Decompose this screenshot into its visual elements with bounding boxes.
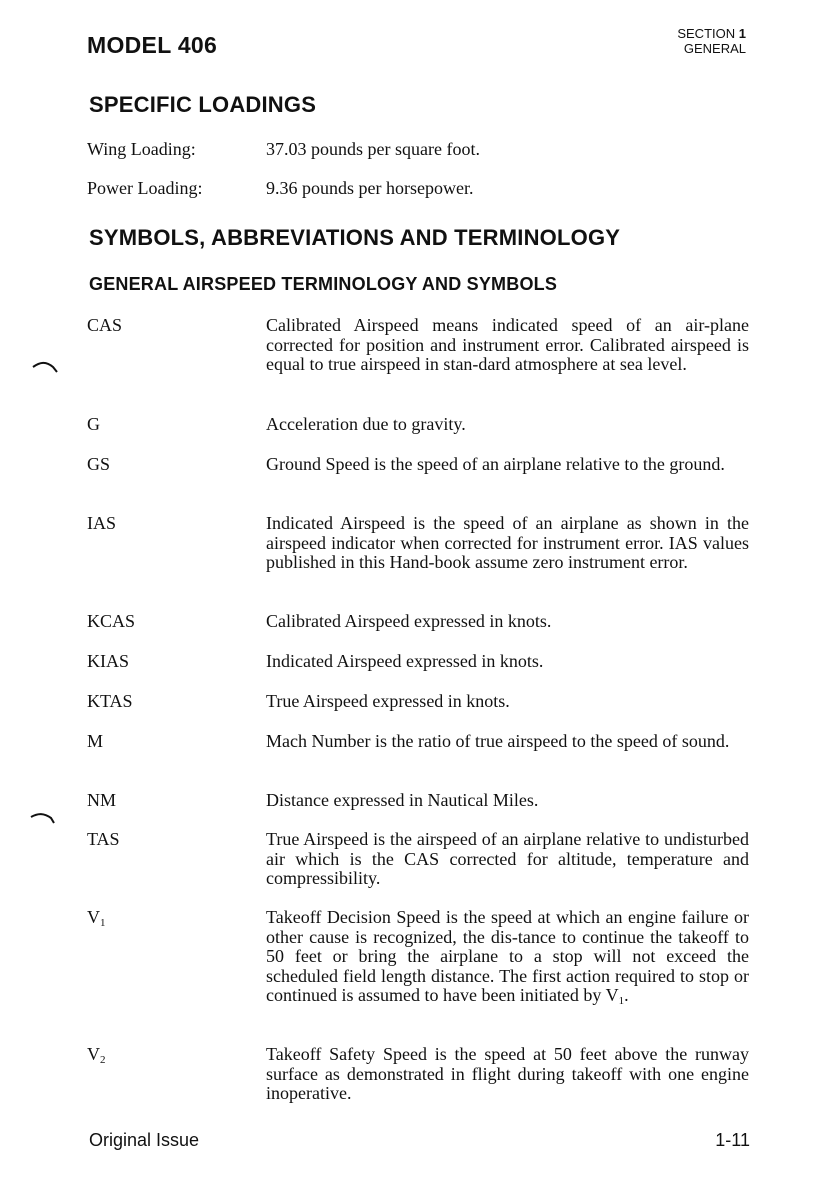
power-loading-value: 9.36 pounds per horsepower. [266, 178, 474, 198]
term-abbr: KTAS [87, 691, 133, 711]
specific-loadings-heading: SPECIFIC LOADINGS [89, 92, 317, 117]
term-definition: True Airspeed is the airspeed of an airplane relative to undisturbed air which is the CAS corrected for altitude, temperature and compressibility. [266, 829, 749, 889]
change-bar-mark [30, 358, 62, 380]
term-abbr: M [87, 731, 104, 751]
change-bar-mark [28, 808, 60, 830]
term-definition [266, 908, 749, 1012]
term-definition-tail: V [605, 985, 619, 1006]
term-abbr: KIAS [87, 651, 130, 671]
term-definition: Distance expressed in Nautical Miles. [266, 790, 539, 810]
wing-loading-row [87, 139, 480, 160]
term-definition: Mach Number is the ratio of true airspeed to the speed of sound. [266, 731, 730, 751]
term-definition: Takeoff Safety Speed is the speed at 50 feet above the runway surface as demonstrated in flight during takeoff with one engine inoperative. [266, 1044, 749, 1104]
term-abbr: IAS [87, 513, 117, 533]
term-definition: Ground Speed is the speed of an airplane relative to the ground. [266, 454, 725, 474]
page-number: 1-11 [715, 1130, 750, 1150]
term-abbr: TAS [87, 829, 120, 849]
wing-loading-label: Wing Loading: [87, 139, 196, 159]
footer-issue: Original Issue [89, 1130, 200, 1150]
power-loading-row [87, 178, 473, 199]
airspeed-heading: GENERAL AIRSPEED TERMINOLOGY AND SYMBOLS [89, 274, 558, 294]
term-definition: Indicated Airspeed expressed in knots. [266, 651, 544, 671]
term-definition: Indicated Airspeed is the speed of an airplane as shown in the airspeed indicator when corrected for instrument error. IAS values published in this Hand-book assume zero instrument error. [266, 513, 749, 573]
section-block [677, 26, 746, 56]
term-definition-tail-subscript: 1 [618, 995, 625, 1008]
term-abbr: GS [87, 454, 111, 474]
section-label: SECTION [677, 26, 736, 41]
symbols-heading: SYMBOLS, ABBREVIATIONS AND TERMINOLOGY [89, 225, 621, 250]
term-definition-text: Takeoff Decision Speed is the speed at which an engine failure or other cause is recognized, the dis-tance to continue the takeoff to 50 feet or bring the airplane to a stop will not exceed the scheduled field length distance. The first action required to stop or continued is assumed to have been initiated by [266, 907, 749, 1006]
wing-loading-value: 37.03 pounds per square foot. [266, 139, 480, 159]
term-abbr: KCAS [87, 611, 136, 631]
term-definition: True Airspeed expressed in knots. [266, 691, 510, 711]
term-abbr-subscript: 2 [100, 1054, 106, 1066]
term-abbr [87, 1045, 106, 1071]
term-abbr-base: V [87, 1044, 100, 1064]
term-abbr: NM [87, 790, 117, 810]
term-abbr-base: V [87, 907, 100, 927]
section-number: 1 [738, 26, 746, 41]
section-number-line [677, 26, 746, 41]
section-name: GENERAL [683, 41, 746, 56]
term-abbr [87, 908, 106, 934]
term-definition: Calibrated Airspeed expressed in knots. [266, 611, 552, 631]
power-loading-label: Power Loading: [87, 178, 203, 198]
term-abbr-subscript: 1 [100, 917, 106, 929]
term-definition: Calibrated Airspeed means indicated speed of an air-plane corrected for position and instrument error. Calibrated airspeed is equal to true airspeed in stan-dard atmosphere at sea level. [266, 315, 749, 375]
term-abbr: G [87, 414, 100, 434]
term-abbr: CAS [87, 315, 123, 335]
term-definition: Acceleration due to gravity. [266, 414, 466, 434]
term-definition-end: . [624, 985, 629, 1006]
model-title: MODEL 406 [87, 32, 218, 58]
